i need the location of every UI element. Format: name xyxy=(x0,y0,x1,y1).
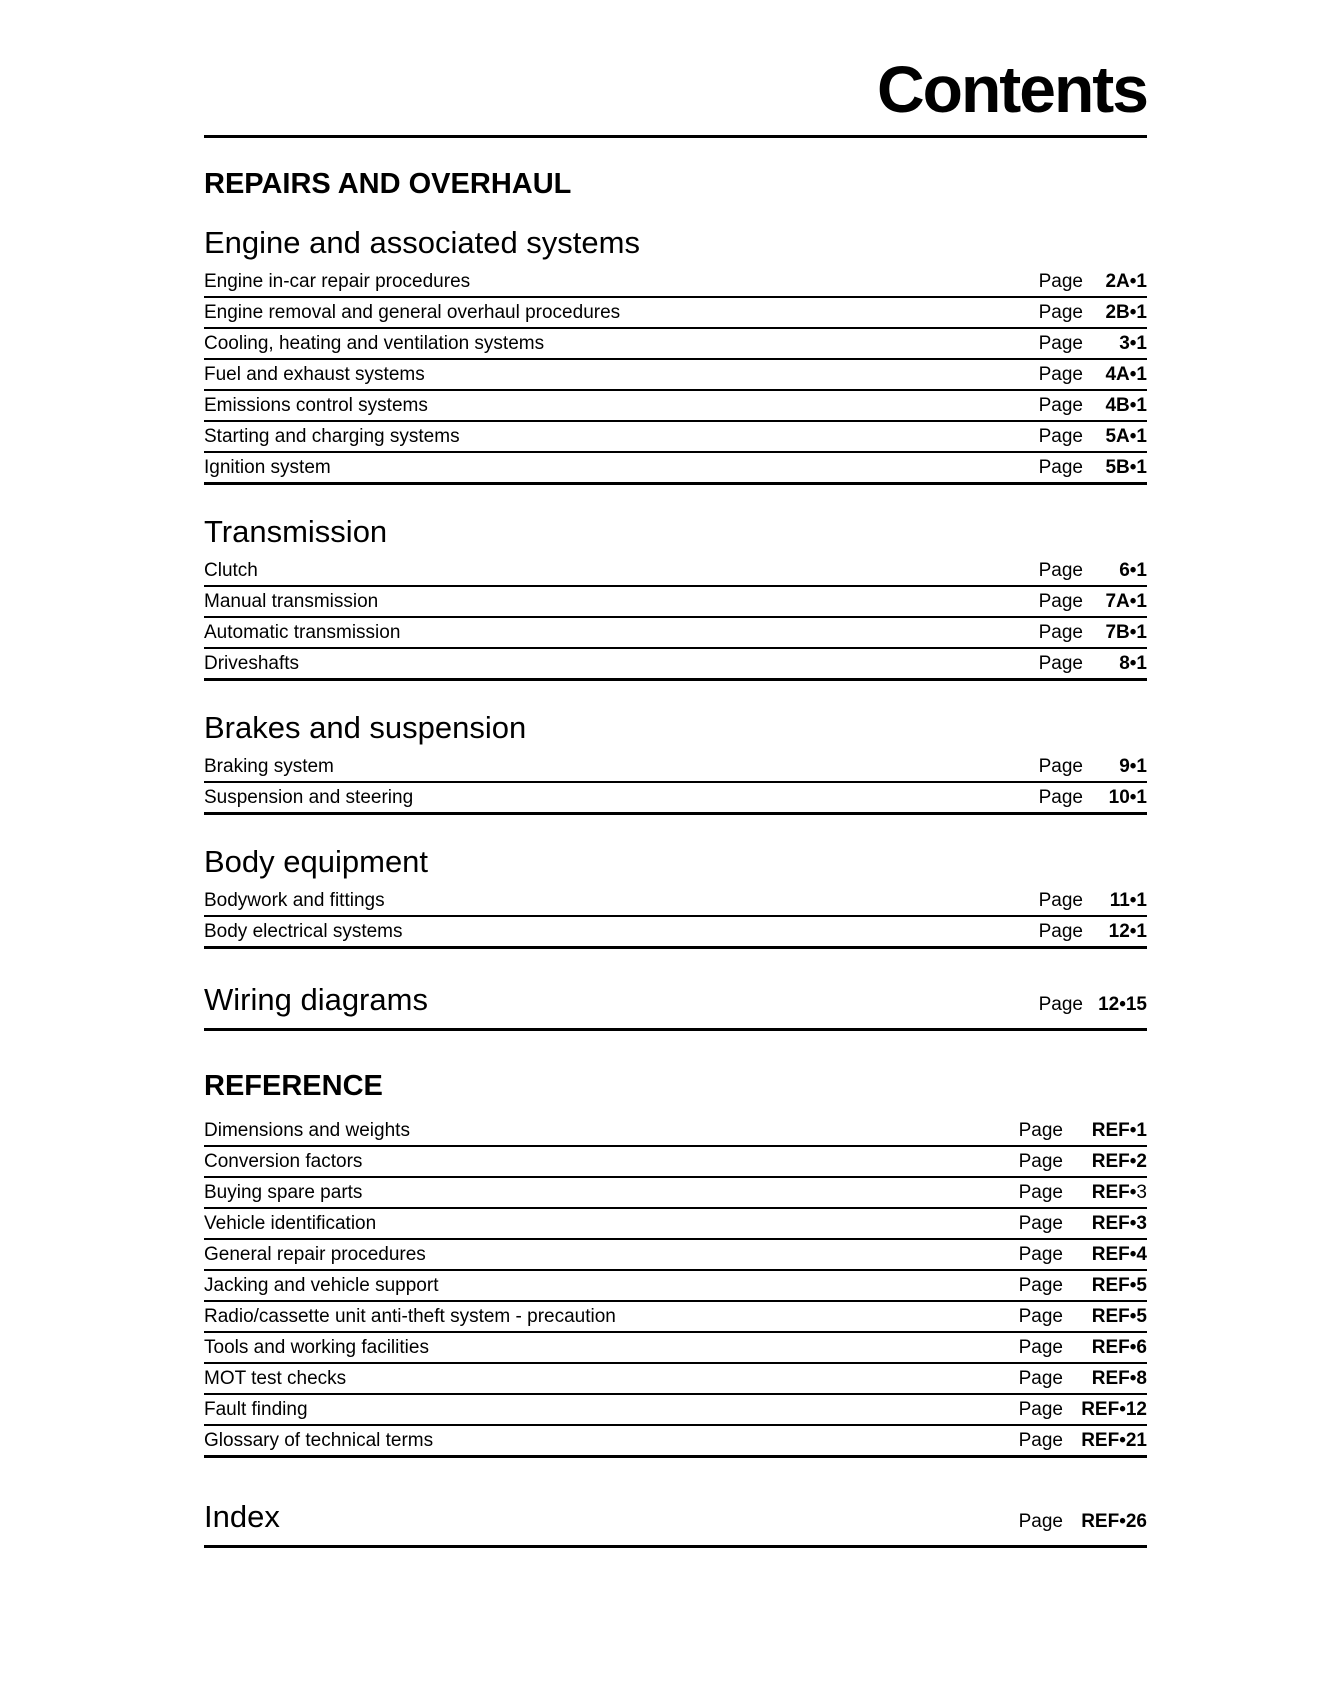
toc-item-label: MOT test checks xyxy=(204,1368,347,1390)
page-reference xyxy=(1019,1183,1147,1202)
page-word: Page xyxy=(1038,394,1083,416)
page-number xyxy=(1063,1245,1147,1264)
section-heading-wiring: Wiring diagrams xyxy=(204,982,428,1018)
section-reference xyxy=(204,1071,1147,1458)
page-number-bold-part: 4A•1 xyxy=(1105,363,1147,385)
toc-row xyxy=(204,1302,1147,1333)
page-number xyxy=(1063,1121,1147,1140)
toc-item-label: Clutch xyxy=(204,560,258,582)
toc-row xyxy=(204,649,1147,681)
toc-item-label: Tools and working facilities xyxy=(204,1337,429,1359)
page-reference xyxy=(1039,272,1147,291)
section-items-reference xyxy=(204,1116,1147,1458)
page-number xyxy=(1083,303,1147,322)
page-number xyxy=(1083,623,1147,642)
page-reference xyxy=(1039,994,1147,1016)
section-heading-reference: REFERENCE xyxy=(204,1070,383,1103)
page-word: Page xyxy=(1038,363,1083,385)
page-reference xyxy=(1039,427,1147,446)
page-number-bold-part: 2B•1 xyxy=(1105,301,1147,323)
page-number xyxy=(1083,396,1147,415)
page-reference xyxy=(1039,458,1147,477)
page-number xyxy=(1083,334,1147,353)
title-divider xyxy=(204,135,1147,138)
page-word: Page xyxy=(1038,890,1083,912)
page-word: Page xyxy=(1018,1120,1063,1142)
page-number-bold-part: 12•1 xyxy=(1108,921,1147,943)
page-reference xyxy=(1019,1121,1147,1140)
section-engine xyxy=(204,226,1147,485)
toc-row xyxy=(204,1271,1147,1302)
page-word: Page xyxy=(1018,1337,1063,1359)
page-number xyxy=(1063,1369,1147,1388)
page-word: Page xyxy=(1018,1182,1063,1204)
page-word: Page xyxy=(1018,1306,1063,1328)
section-heading-body: Body equipment xyxy=(204,844,429,880)
toc-row xyxy=(204,1395,1147,1426)
toc-row xyxy=(204,453,1147,485)
page-number xyxy=(1063,1338,1147,1357)
page-number-bold-part: REF•2 xyxy=(1091,1151,1147,1173)
toc-row xyxy=(204,1333,1147,1364)
section-heading-row-wiring xyxy=(204,983,1147,1031)
toc-item-label: Jacking and vehicle support xyxy=(204,1275,439,1297)
page-number-bold-part: 9•1 xyxy=(1119,756,1147,778)
toc-row xyxy=(204,886,1147,917)
toc-row xyxy=(204,1364,1147,1395)
page-word: Page xyxy=(1038,756,1083,778)
page-title: Contents xyxy=(877,52,1147,126)
page-number: REF•26 xyxy=(1081,1511,1147,1533)
page-number xyxy=(1083,458,1147,477)
section-heading-index: Index xyxy=(204,1499,280,1535)
page-word: Page xyxy=(1038,994,1083,1016)
toc-item-label: Body electrical systems xyxy=(204,921,403,943)
page-number-bold-part: 3•1 xyxy=(1119,332,1147,354)
toc-row xyxy=(204,618,1147,649)
toc-item-label: Automatic transmission xyxy=(204,622,401,644)
page-reference xyxy=(1019,1307,1147,1326)
page-number-bold-part: REF•12 xyxy=(1081,1399,1147,1421)
toc-item-label: Conversion factors xyxy=(204,1151,363,1173)
section-brakes xyxy=(204,711,1147,815)
page-word: Page xyxy=(1038,622,1083,644)
section-transmission xyxy=(204,515,1147,681)
page-reference xyxy=(1019,1214,1147,1233)
section-items-brakes xyxy=(204,752,1147,815)
toc-row xyxy=(204,783,1147,815)
page-number-bold-part: REF•6 xyxy=(1091,1337,1147,1359)
toc-row xyxy=(204,587,1147,618)
page-reference xyxy=(1019,1245,1147,1264)
page-word: Page xyxy=(1018,1275,1063,1297)
section-items-engine xyxy=(204,267,1147,485)
toc-row xyxy=(204,422,1147,453)
toc-item-label: Braking system xyxy=(204,756,334,778)
toc-item-label: Buying spare parts xyxy=(204,1182,363,1204)
page-reference xyxy=(1019,1338,1147,1357)
page-word: Page xyxy=(1038,560,1083,582)
toc-item-label: Manual transmission xyxy=(204,591,379,613)
page-number-bold-part: REF• xyxy=(1091,1182,1137,1204)
page-number xyxy=(1083,365,1147,384)
toc-row xyxy=(204,267,1147,298)
page-number-bold-part: REF•21 xyxy=(1081,1430,1147,1452)
section-heading-transmission: Transmission xyxy=(204,513,388,549)
toc-row xyxy=(204,329,1147,360)
toc-row xyxy=(204,1147,1147,1178)
page-word: Page xyxy=(1038,332,1083,354)
page-word: Page xyxy=(1038,591,1083,613)
page-number xyxy=(1063,1276,1147,1295)
page-number-bold-part: REF•4 xyxy=(1091,1244,1147,1266)
page-number-bold-part: 5B•1 xyxy=(1105,456,1147,478)
page-reference xyxy=(1039,561,1147,580)
section-heading-brakes: Brakes and suspension xyxy=(204,710,527,746)
page-word: Page xyxy=(1038,301,1083,323)
page-number-bold-part: 7B•1 xyxy=(1105,622,1147,644)
page-word: Page xyxy=(1018,1244,1063,1266)
page-number-bold-part: REF•5 xyxy=(1091,1275,1147,1297)
page-word: Page xyxy=(1018,1430,1063,1452)
section-items-transmission xyxy=(204,556,1147,681)
page-reference xyxy=(1019,1152,1147,1171)
page-number xyxy=(1063,1183,1147,1202)
toc-item-label: Cooling, heating and ventilation systems xyxy=(204,332,545,354)
page-number-bold-part: 8•1 xyxy=(1119,653,1147,675)
page-reference xyxy=(1019,1431,1147,1450)
toc-row xyxy=(204,1116,1147,1147)
toc-item-label: Dimensions and weights xyxy=(204,1120,410,1142)
toc-row xyxy=(204,1240,1147,1271)
toc-row xyxy=(204,1426,1147,1458)
page-word: Page xyxy=(1018,1511,1063,1533)
page-reference xyxy=(1039,592,1147,611)
toc-row xyxy=(204,1209,1147,1240)
page-number-bold-part: REF•8 xyxy=(1091,1368,1147,1390)
page-number xyxy=(1063,1307,1147,1326)
page-word: Page xyxy=(1018,1368,1063,1390)
repairs-overhaul-header: REPAIRS AND OVERHAUL xyxy=(204,168,572,200)
page-reference xyxy=(1039,303,1147,322)
page-number xyxy=(1083,592,1147,611)
page-word: Page xyxy=(1038,425,1083,447)
page-number-regular-part: 3 xyxy=(1136,1182,1147,1204)
toc-item-label: Starting and charging systems xyxy=(204,425,460,447)
page-reference xyxy=(1039,891,1147,910)
page-reference xyxy=(1039,365,1147,384)
page-number xyxy=(1083,272,1147,291)
toc-item-label: General repair procedures xyxy=(204,1244,426,1266)
toc-item-label: Ignition system xyxy=(204,456,331,478)
toc-item-label: Glossary of technical terms xyxy=(204,1430,434,1452)
section-wiring xyxy=(204,983,1147,1031)
toc-item-label: Engine removal and general overhaul procedures xyxy=(204,301,621,323)
page-word: Page xyxy=(1018,1399,1063,1421)
page-reference xyxy=(1019,1400,1147,1419)
toc-item-label: Driveshafts xyxy=(204,653,300,675)
page-number xyxy=(1083,561,1147,580)
page-number-bold-part: 2A•1 xyxy=(1105,270,1147,292)
page-number xyxy=(1063,1214,1147,1233)
page-number-bold-part: REF•1 xyxy=(1091,1120,1147,1142)
page-number xyxy=(1063,1152,1147,1171)
page-reference xyxy=(1039,654,1147,673)
toc-item-label: Radio/cassette unit anti-theft system - precaution xyxy=(204,1306,616,1328)
page-number: 12•15 xyxy=(1098,994,1147,1016)
page-number-bold-part: REF•3 xyxy=(1091,1213,1147,1235)
section-heading-row-index xyxy=(204,1500,1147,1548)
toc-row xyxy=(204,391,1147,422)
section-items-body xyxy=(204,886,1147,949)
page-number-bold-part: 5A•1 xyxy=(1105,425,1147,447)
toc-item-label: Suspension and steering xyxy=(204,787,414,809)
page-word: Page xyxy=(1018,1151,1063,1173)
page-number xyxy=(1083,757,1147,776)
page-reference xyxy=(1039,623,1147,642)
page-number xyxy=(1083,891,1147,910)
toc-row xyxy=(204,556,1147,587)
toc-item-label: Fault finding xyxy=(204,1399,308,1421)
toc-row xyxy=(204,1178,1147,1209)
page-word: Page xyxy=(1038,921,1083,943)
page-number-bold-part: 6•1 xyxy=(1119,560,1147,582)
page-reference xyxy=(1019,1276,1147,1295)
toc-item-label: Fuel and exhaust systems xyxy=(204,363,425,385)
page-reference xyxy=(1039,396,1147,415)
page-reference xyxy=(1039,334,1147,353)
toc-row xyxy=(204,298,1147,329)
toc-row xyxy=(204,752,1147,783)
page-reference xyxy=(1039,788,1147,807)
page-number xyxy=(1063,1400,1147,1419)
page-number-bold-part: 11•1 xyxy=(1109,890,1147,912)
page-reference xyxy=(1039,922,1147,941)
page-number xyxy=(1083,654,1147,673)
page-number xyxy=(1083,922,1147,941)
toc-row xyxy=(204,917,1147,949)
page-word: Page xyxy=(1038,270,1083,292)
section-heading-engine: Engine and associated systems xyxy=(204,224,640,260)
section-index xyxy=(204,1500,1147,1548)
page-number-bold-part: REF•5 xyxy=(1091,1306,1147,1328)
toc-item-label: Vehicle identification xyxy=(204,1213,377,1235)
page-word: Page xyxy=(1018,1213,1063,1235)
section-body xyxy=(204,845,1147,949)
page-word: Page xyxy=(1038,787,1083,809)
page-number-bold-part: 4B•1 xyxy=(1105,394,1147,416)
contents-list xyxy=(204,226,1147,1548)
page-word: Page xyxy=(1038,653,1083,675)
page-number xyxy=(1083,788,1147,807)
page-number xyxy=(1063,1431,1147,1450)
toc-item-label: Emissions control systems xyxy=(204,394,428,416)
page-reference xyxy=(1019,1511,1147,1533)
page-reference xyxy=(1019,1369,1147,1388)
page-number xyxy=(1083,427,1147,446)
page-number-bold-part: 10•1 xyxy=(1108,787,1147,809)
page-number-bold-part: 7A•1 xyxy=(1105,591,1147,613)
toc-item-label: Engine in-car repair procedures xyxy=(204,270,471,292)
toc-item-label: Bodywork and fittings xyxy=(204,890,385,912)
page-reference xyxy=(1039,757,1147,776)
toc-row xyxy=(204,360,1147,391)
page-word: Page xyxy=(1038,456,1083,478)
